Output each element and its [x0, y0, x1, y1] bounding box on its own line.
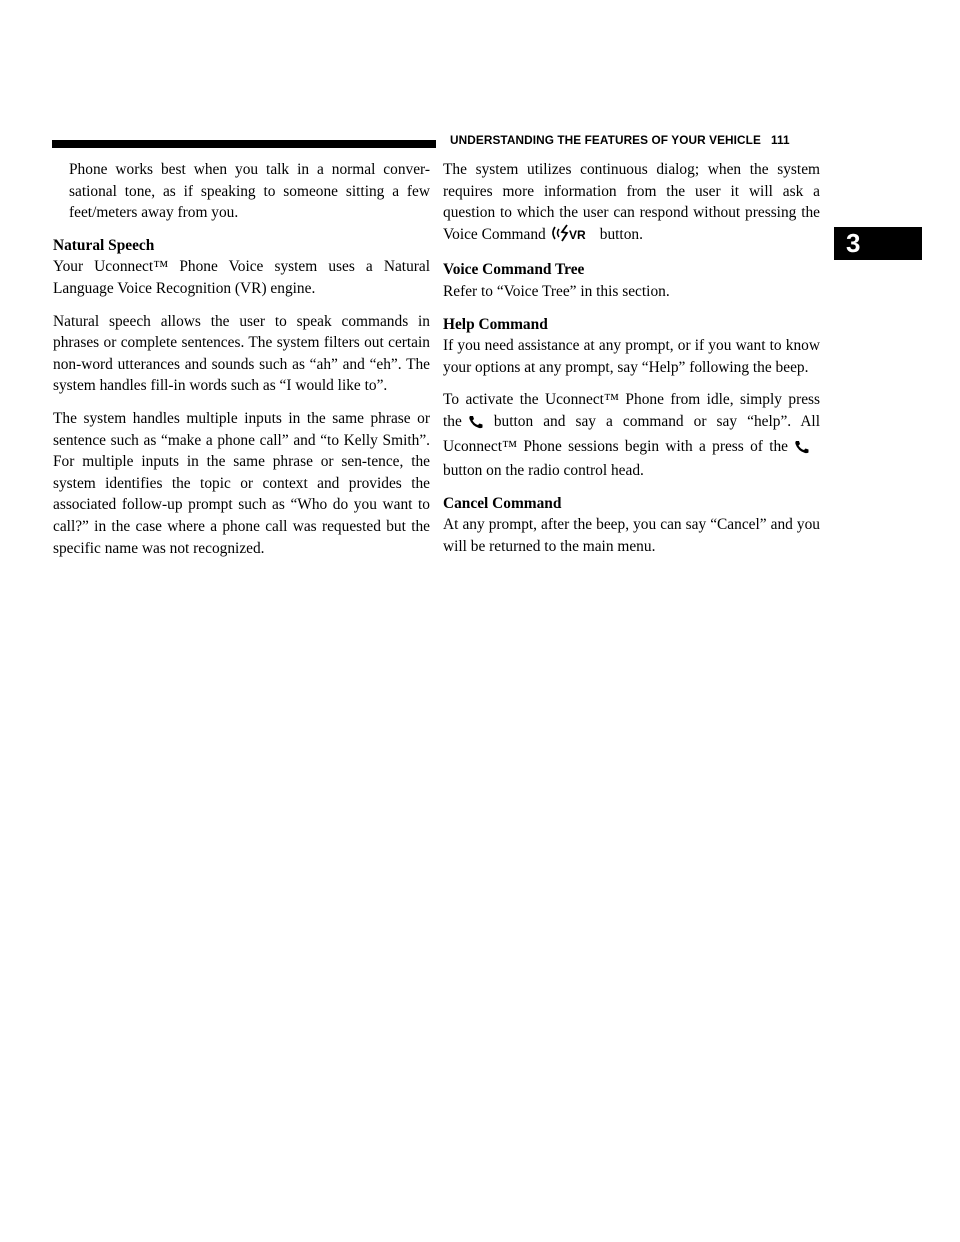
left-column [53, 159, 430, 570]
cancel-command-para: At any prompt, after the beep, you can say “Cancel” and you will be returned to the main menu. [443, 516, 820, 555]
help-command-heading: Help Command [443, 315, 548, 333]
dialog-text-before: The system utilizes continuous dialog; when the system requires more information from the user it will ask a question to which the user can respond without pressing the Voice Command [443, 161, 820, 243]
natural-speech-para-3: The system handles multiple inputs in the same phrase or sentence such as “make a phone call” and “to Kelly Smith”. For multiple inputs in the same phrase or sen-tence, the system identifies the topic or context and provides the associated follow-up prompt such as “Who do you want to call?” in the case where a phone call was requested but the specific name was not recognized. [53, 409, 430, 557]
help-text-c: button on the radio control head. [443, 462, 644, 480]
header-rule [52, 140, 436, 148]
svg-text:VR: VR [568, 227, 586, 242]
help-text-b: button and say a command or say “help”. All Uconnect™ Phone sessions begin with a press of the [443, 412, 820, 455]
chapter-tab: 3 [834, 227, 922, 260]
natural-speech-para-2: Natural speech allows the user to speak commands in phrases or complete sentences. The system filters out certain non-word utterances and sounds such as “ah” and “eh”. The system handles fill-in words such as “I would like to”. [53, 312, 430, 395]
intro-paragraph: Phone works best when you talk in a normal conver-sational tone, as if speaking to someone sitting a few feet/meters away from you. [69, 161, 430, 222]
header-title: UNDERSTANDING THE FEATURES OF YOUR VEHICLE [450, 133, 761, 147]
voice-command-tree-para: Refer to “Voice Tree” in this section. [443, 282, 670, 300]
dialog-text-after: button. [599, 225, 643, 243]
continuous-dialog-paragraph [443, 159, 820, 248]
running-header [450, 133, 790, 147]
voice-command-vr-icon [550, 224, 592, 249]
help-text-a: To activate the Uconnect™ Phone from idle, simply press the [443, 391, 820, 430]
natural-speech-para-1: Your Uconnect™ Phone Voice system uses a Natural Language Voice Recognition (VR) engine. [53, 258, 430, 297]
cancel-command-heading: Cancel Command [443, 494, 562, 512]
page-number: 111 [770, 133, 790, 147]
right-column [443, 159, 820, 569]
help-command-para-1: If you need assistance at any prompt, or if you want to know your options at any prompt, say “Help” following the beep. [443, 337, 820, 376]
phone-handset-icon [468, 414, 484, 436]
help-command-para-2 [443, 389, 820, 481]
phone-handset-icon [794, 439, 810, 461]
natural-speech-heading: Natural Speech [53, 236, 155, 254]
voice-command-tree-heading: Voice Command Tree [443, 261, 585, 279]
